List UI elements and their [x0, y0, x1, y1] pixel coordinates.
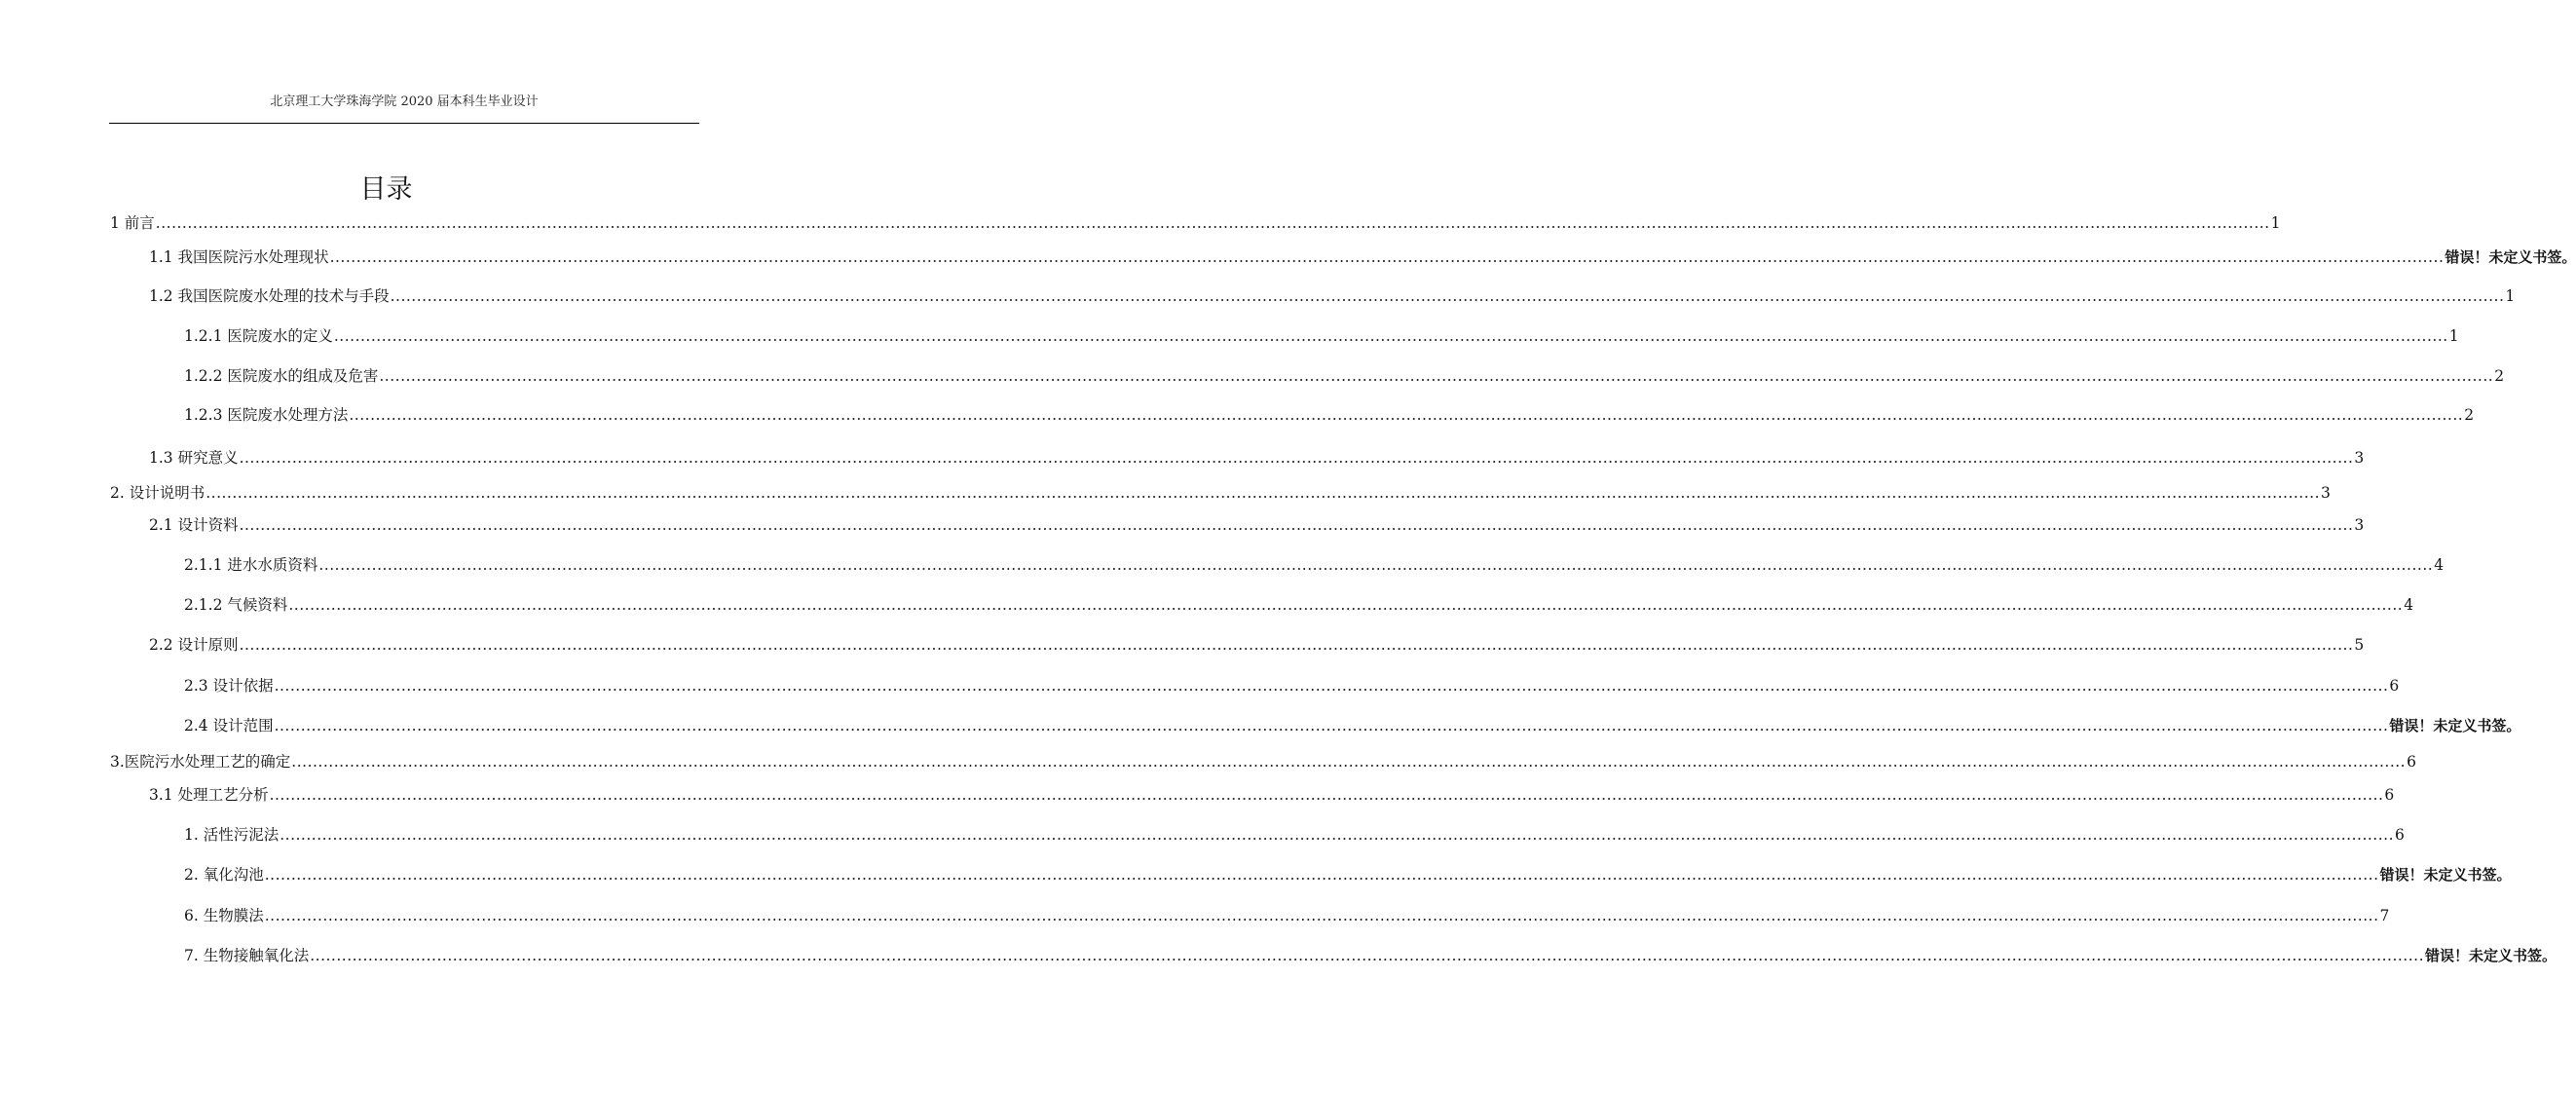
toc-entry-page-number: 6	[2407, 753, 2416, 771]
toc-entry[interactable]	[149, 446, 2365, 468]
toc-entry[interactable]	[149, 245, 2576, 267]
toc-entry-page-number: 2	[2464, 406, 2475, 424]
toc-entry-label: 2. 氧化沟池	[184, 866, 264, 884]
toc-leader-dots: ................................................................................................................................................................................................................................................................................................................................................................................................................	[269, 786, 2384, 804]
toc-entry-label: 2.1.2 气候资料	[184, 596, 288, 614]
toc-entry-error-text: 错误！未定义书签。	[2425, 947, 2557, 964]
toc-entry-page-number: 3	[2354, 449, 2365, 467]
toc-entry-page-number: 4	[2404, 596, 2414, 614]
toc-entry-error-text: 错误！未定义书签。	[2379, 866, 2512, 884]
toc-entry-label: 1. 活性污泥法	[184, 826, 280, 844]
toc-entry-page-number: 6	[2389, 677, 2400, 695]
toc-entry-label: 2.1 设计资料	[149, 516, 239, 534]
toc-entry-page-number: 3	[2354, 516, 2365, 534]
toc-entry-error-text: 错误！未定义书签。	[2445, 248, 2576, 266]
toc-entry-label: 2.1.1 进水水质资料	[184, 556, 318, 574]
toc-entry[interactable]	[149, 284, 2516, 306]
toc-entry-label: 2. 设计说明书	[110, 484, 205, 502]
toc-entry[interactable]	[184, 593, 2414, 615]
toc-entry[interactable]	[184, 674, 2400, 696]
toc-entry[interactable]	[184, 403, 2475, 425]
toc-leader-dots: ................................................................................................................................................................................................................................................................................................................................................................................................................	[310, 947, 2425, 964]
toc-entry-page-number: 4	[2434, 556, 2445, 574]
toc-entry-label: 2.4 设计范围	[184, 717, 274, 735]
toc-entry[interactable]	[149, 633, 2365, 655]
toc-entry-label: 1.2.2 医院废水的组成及危害	[184, 367, 379, 385]
toc-entry-label: 1.2.3 医院废水处理方法	[184, 406, 349, 424]
header-rule	[109, 123, 699, 124]
toc-entry[interactable]	[149, 783, 2395, 805]
toc-leader-dots: ................................................................................................................................................................................................................................................................................................................................................................................................................	[333, 327, 2448, 345]
toc-leader-dots: ................................................................................................................................................................................................................................................................................................................................................................................................................	[239, 636, 2354, 654]
toc-entry-label: 2.2 设计原则	[149, 636, 239, 654]
toc-entry-label: 3.1 处理工艺分析	[149, 786, 269, 804]
toc-entry[interactable]	[184, 553, 2445, 575]
toc-entry-page-number: 1	[2448, 327, 2459, 345]
toc-entry-page-number: 7	[2379, 907, 2390, 924]
toc-leader-dots: ................................................................................................................................................................................................................................................................................................................................................................................................................	[274, 677, 2389, 695]
toc-entry-label: 1.3 研究意义	[149, 449, 239, 467]
toc-leader-dots: ................................................................................................................................................................................................................................................................................................................................................................................................................	[291, 753, 2407, 771]
toc-leader-dots: ................................................................................................................................................................................................................................................................................................................................................................................................................	[379, 367, 2494, 385]
toc-leader-dots: ................................................................................................................................................................................................................................................................................................................................................................................................................	[288, 596, 2404, 614]
toc-entry-label: 1 前言	[110, 214, 155, 232]
toc-entry-label: 7. 生物接触氧化法	[184, 947, 310, 964]
toc-entry-label: 3.医院污水处理工艺的确定	[110, 753, 291, 771]
running-header: 北京理工大学珠海学院 2020 届本科生毕业设计	[270, 94, 539, 109]
toc-entry-page-number: 6	[2395, 826, 2405, 844]
toc-entry-label: 1.2 我国医院废水处理的技术与手段	[149, 287, 390, 305]
toc-entry-page-number: 6	[2384, 786, 2395, 804]
toc-leader-dots: ................................................................................................................................................................................................................................................................................................................................................................................................................	[264, 907, 2379, 924]
toc-entry-error-text: 错误！未定义书签。	[2389, 717, 2521, 735]
toc-entry-page-number: 2	[2494, 367, 2505, 385]
toc-leader-dots: ................................................................................................................................................................................................................................................................................................................................................................................................................	[274, 717, 2389, 735]
toc-entry-page-number: 1	[2270, 214, 2281, 232]
toc-leader-dots: ................................................................................................................................................................................................................................................................................................................................................................................................................	[318, 556, 2434, 574]
toc-leader-dots: ................................................................................................................................................................................................................................................................................................................................................................................................................	[329, 248, 2445, 266]
toc-leader-dots: ................................................................................................................................................................................................................................................................................................................................................................................................................	[349, 406, 2464, 424]
toc-entry-page-number: 3	[2321, 484, 2331, 502]
toc-entry[interactable]	[110, 481, 2331, 503]
toc-entry-label: 1.2.1 医院废水的定义	[184, 327, 333, 345]
toc-entry-label: 1.1 我国医院污水处理现状	[149, 248, 329, 266]
toc-entry-label: 2.3 设计依据	[184, 677, 274, 695]
toc-entry[interactable]	[184, 714, 2521, 735]
toc-leader-dots: ................................................................................................................................................................................................................................................................................................................................................................................................................	[239, 449, 2354, 467]
toc-entry[interactable]	[184, 904, 2390, 925]
toc-entry[interactable]	[184, 364, 2505, 386]
toc-leader-dots: ................................................................................................................................................................................................................................................................................................................................................................................................................	[155, 214, 2270, 232]
toc-entry[interactable]	[110, 211, 2281, 233]
page-title: 目录	[359, 174, 413, 205]
toc-entry[interactable]	[184, 863, 2512, 885]
toc-leader-dots: ................................................................................................................................................................................................................................................................................................................................................................................................................	[280, 826, 2395, 844]
toc-entry[interactable]	[110, 750, 2416, 772]
toc-leader-dots: ................................................................................................................................................................................................................................................................................................................................................................................................................	[264, 866, 2379, 884]
toc-entry[interactable]	[149, 513, 2365, 535]
toc-entry[interactable]	[184, 944, 2557, 965]
toc-entry[interactable]	[184, 823, 2405, 845]
toc-entry[interactable]	[184, 324, 2459, 346]
toc-leader-dots: ................................................................................................................................................................................................................................................................................................................................................................................................................	[205, 484, 2321, 502]
toc-leader-dots: ................................................................................................................................................................................................................................................................................................................................................................................................................	[239, 516, 2354, 534]
toc-entry-label: 6. 生物膜法	[184, 907, 264, 924]
toc-entry-page-number: 5	[2354, 636, 2365, 654]
toc-leader-dots: ................................................................................................................................................................................................................................................................................................................................................................................................................	[390, 287, 2505, 305]
toc-entry-page-number: 1	[2505, 287, 2516, 305]
